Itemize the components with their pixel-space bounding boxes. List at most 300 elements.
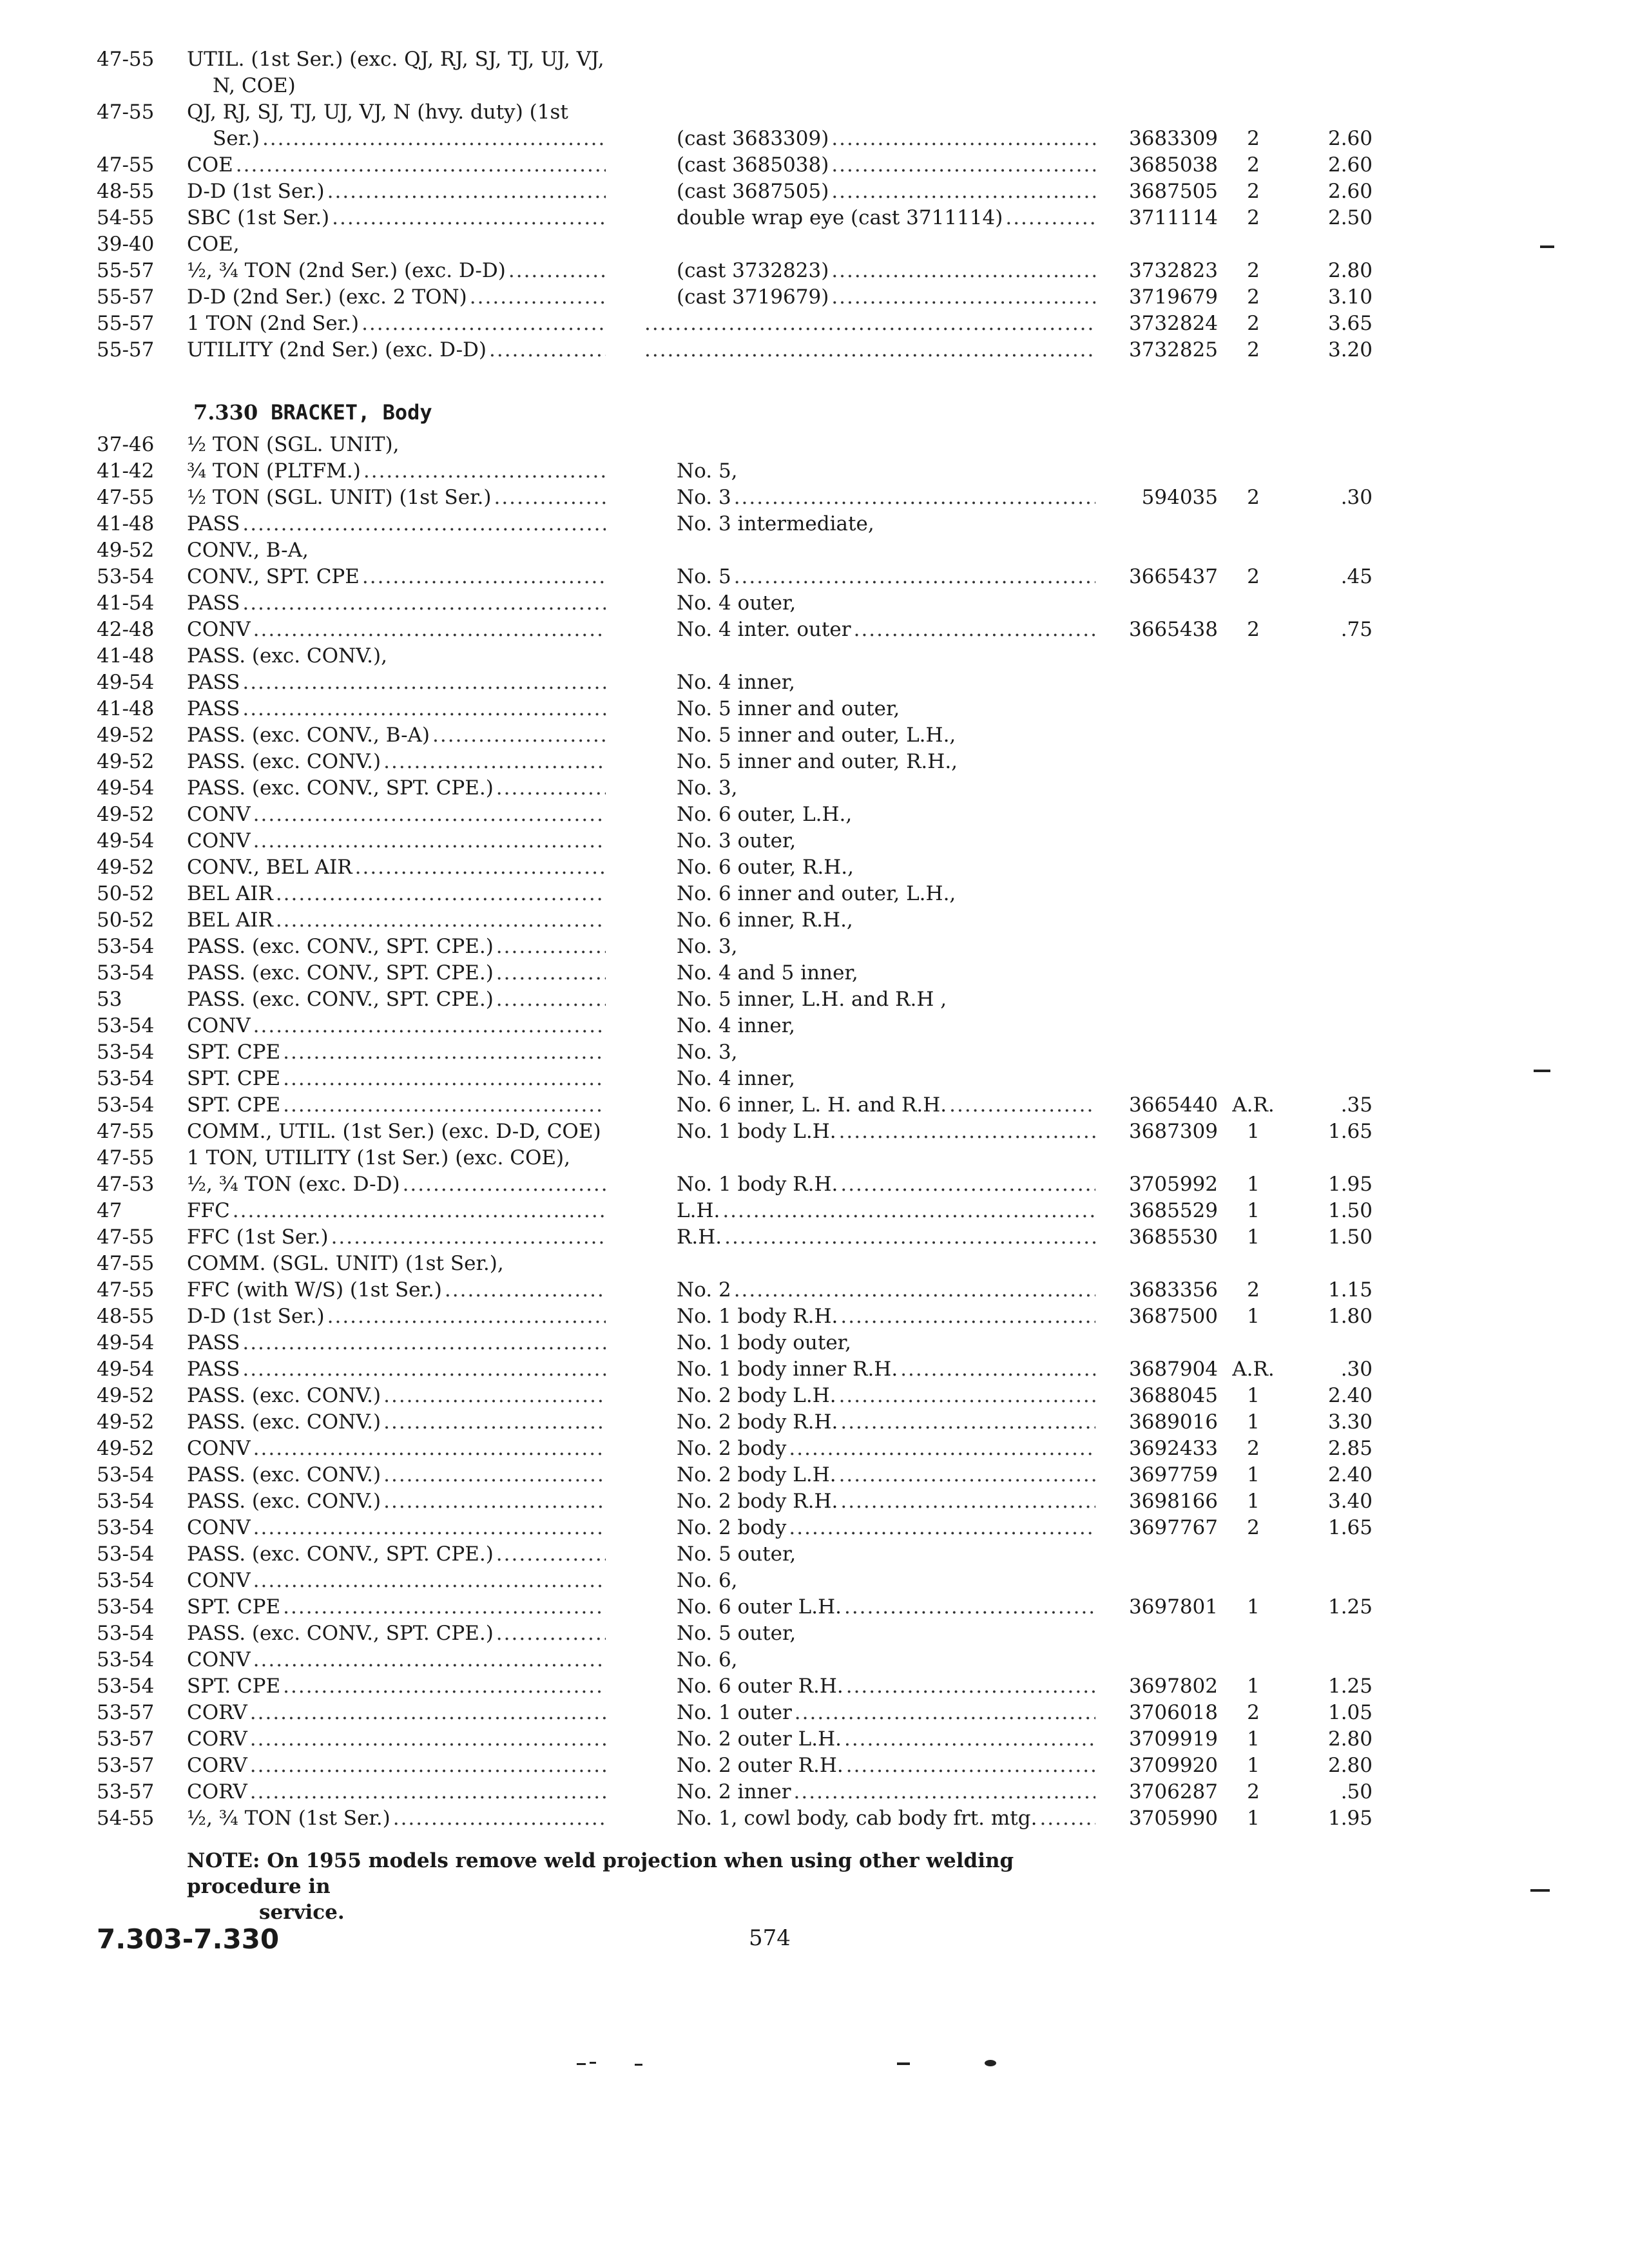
parts-row bbox=[0, 1251, 1629, 1277]
description-cell bbox=[677, 564, 1095, 590]
dot-leader bbox=[283, 1673, 606, 1700]
model-years: 47-55 bbox=[97, 1278, 155, 1302]
dot-leader bbox=[794, 1779, 1095, 1805]
part-number: 3689016 bbox=[1128, 1410, 1218, 1434]
model-years: 50-52 bbox=[97, 882, 155, 905]
parts-row bbox=[0, 643, 1629, 669]
model-years: 53-54 bbox=[97, 1093, 155, 1117]
price: .75 bbox=[1340, 618, 1373, 641]
parts-row bbox=[0, 46, 1629, 73]
model-text: PASS. (exc. CONV., B-A) bbox=[187, 724, 430, 747]
parts-row bbox=[0, 1171, 1629, 1198]
parts-row bbox=[0, 178, 1629, 205]
model-text: UTILITY (2nd Ser.) (exc. D-D) bbox=[187, 338, 487, 361]
description-text: No. 3 outer, bbox=[677, 829, 796, 852]
description-text: No. 2 outer R.H. bbox=[677, 1754, 843, 1777]
model-cell bbox=[187, 881, 606, 907]
model-years: 37-46 bbox=[97, 433, 155, 456]
dot-leader bbox=[276, 907, 606, 934]
price: .30 bbox=[1340, 1358, 1373, 1381]
model-cell bbox=[187, 178, 606, 205]
parts-row bbox=[0, 1145, 1629, 1171]
description-cell bbox=[677, 1330, 1095, 1356]
model-years: 41-48 bbox=[97, 512, 155, 535]
model-text: ½ TON (SGL. UNIT) (1st Ser.) bbox=[187, 486, 492, 509]
dot-leader bbox=[840, 1488, 1095, 1515]
quantity: 2 bbox=[1247, 153, 1260, 177]
price: 3.65 bbox=[1327, 312, 1373, 335]
model-years: 53-54 bbox=[97, 1516, 155, 1539]
parts-row bbox=[0, 775, 1629, 802]
dot-leader bbox=[789, 1515, 1095, 1541]
dot-leader bbox=[327, 1303, 606, 1330]
price: 1.65 bbox=[1327, 1120, 1373, 1143]
scan-speck bbox=[590, 2062, 596, 2064]
dot-leader bbox=[403, 1171, 606, 1198]
dot-leader bbox=[470, 284, 606, 311]
model-cell bbox=[187, 590, 606, 617]
dot-leader bbox=[494, 485, 606, 511]
price: 2.80 bbox=[1327, 1754, 1373, 1777]
quantity: 2 bbox=[1247, 565, 1260, 588]
dot-leader bbox=[253, 1436, 606, 1462]
part-number: 3665437 bbox=[1128, 565, 1218, 588]
model-cell bbox=[187, 1620, 606, 1647]
model-text: D-D (1st Ser.) bbox=[187, 1305, 325, 1328]
model-text: PASS. (exc. CONV., SPT. CPE.) bbox=[187, 1622, 494, 1645]
parts-row bbox=[0, 73, 1629, 99]
model-cell bbox=[187, 1753, 606, 1779]
part-number: 3732823 bbox=[1128, 259, 1218, 282]
part-number: 3683309 bbox=[1128, 127, 1218, 150]
model-years: 49-54 bbox=[97, 671, 155, 694]
part-number: 3665440 bbox=[1128, 1093, 1218, 1117]
dot-leader bbox=[644, 311, 1095, 337]
dot-leader bbox=[383, 1383, 606, 1409]
model-cell bbox=[187, 1409, 606, 1436]
model-years: 53-54 bbox=[97, 1675, 155, 1698]
model-text: CONV bbox=[187, 829, 251, 852]
model-cell bbox=[187, 1039, 606, 1066]
part-number: 3687500 bbox=[1128, 1305, 1218, 1328]
model-text: PASS. (exc. CONV.) bbox=[187, 1490, 381, 1513]
dot-leader bbox=[393, 1805, 606, 1832]
quantity: 1 bbox=[1247, 1727, 1260, 1751]
quantity: 2 bbox=[1247, 1780, 1260, 1803]
model-cell bbox=[187, 1541, 606, 1568]
description-text: No. 3 intermediate, bbox=[677, 512, 874, 535]
dot-leader bbox=[327, 178, 606, 205]
parts-row bbox=[0, 1568, 1629, 1594]
model-text: PASS. (exc. CONV., SPT. CPE.) bbox=[187, 776, 494, 800]
dot-leader bbox=[508, 258, 606, 284]
description-text: No. 2 body L.H. bbox=[677, 1384, 836, 1407]
model-text: PASS bbox=[187, 697, 240, 720]
quantity: 2 bbox=[1247, 1701, 1260, 1724]
quantity: 2 bbox=[1247, 1278, 1260, 1302]
parts-row bbox=[0, 1039, 1629, 1066]
part-number: 3683356 bbox=[1128, 1278, 1218, 1302]
description-cell bbox=[677, 258, 1095, 284]
model-text: SPT. CPE bbox=[187, 1041, 281, 1064]
parts-row bbox=[0, 231, 1629, 258]
quantity: 1 bbox=[1247, 1807, 1260, 1830]
parts-row bbox=[0, 1409, 1629, 1436]
model-text: CORV bbox=[187, 1780, 247, 1803]
description-cell bbox=[677, 1119, 1095, 1145]
dot-leader bbox=[242, 590, 606, 617]
model-cell bbox=[187, 1647, 606, 1673]
model-years: 53-54 bbox=[97, 1463, 155, 1486]
description-cell bbox=[677, 1805, 1095, 1832]
parts-row bbox=[0, 205, 1629, 231]
parts-row bbox=[0, 1277, 1629, 1303]
model-cell bbox=[187, 643, 606, 669]
model-text: CONV., BEL AIR bbox=[187, 856, 352, 879]
model-cell bbox=[187, 1066, 606, 1092]
parts-row bbox=[0, 1224, 1629, 1251]
model-years: 53-54 bbox=[97, 1067, 155, 1090]
dot-leader bbox=[831, 178, 1095, 205]
dot-leader bbox=[900, 1356, 1095, 1383]
section-title: BRACKET, Body bbox=[271, 400, 432, 425]
model-text: SPT. CPE bbox=[187, 1595, 281, 1619]
parts-row bbox=[0, 1700, 1629, 1726]
description-text: (cast 3685038) bbox=[677, 153, 829, 177]
dot-leader bbox=[445, 1277, 606, 1303]
dot-leader bbox=[846, 1673, 1095, 1700]
model-cell bbox=[187, 854, 606, 881]
description-cell bbox=[677, 1383, 1095, 1409]
model-cell bbox=[187, 1436, 606, 1462]
description-text: No. 5 inner and outer, bbox=[677, 697, 900, 720]
model-years: 47-55 bbox=[97, 1146, 155, 1169]
price: 1.25 bbox=[1327, 1675, 1373, 1698]
dot-leader bbox=[795, 1700, 1095, 1726]
price: .30 bbox=[1340, 486, 1373, 509]
model-years: 55-57 bbox=[97, 259, 155, 282]
part-number: 3705990 bbox=[1128, 1807, 1218, 1830]
description-cell bbox=[677, 485, 1095, 511]
dot-leader bbox=[496, 775, 606, 802]
parts-row bbox=[0, 669, 1629, 696]
description-cell bbox=[677, 617, 1095, 643]
model-text: PASS. (exc. CONV., SPT. CPE.) bbox=[187, 988, 494, 1011]
description-text: No. 3, bbox=[677, 1041, 738, 1064]
model-cell bbox=[187, 696, 606, 722]
model-text: SPT. CPE bbox=[187, 1093, 281, 1117]
description-text: No. 1 outer bbox=[677, 1701, 792, 1724]
price: 1.25 bbox=[1327, 1595, 1373, 1619]
dot-leader bbox=[283, 1066, 606, 1092]
description-cell bbox=[677, 696, 1095, 722]
dot-leader bbox=[362, 564, 606, 590]
model-cell bbox=[187, 205, 606, 231]
description-text: No. 4 inter. outer bbox=[677, 618, 851, 641]
model-cell bbox=[187, 1277, 606, 1303]
description-cell bbox=[677, 1568, 1095, 1594]
description-cell bbox=[677, 1700, 1095, 1726]
description-cell bbox=[677, 152, 1095, 178]
model-cell bbox=[187, 258, 606, 284]
model-cell bbox=[187, 907, 606, 934]
dot-leader bbox=[831, 126, 1095, 152]
dot-leader bbox=[496, 934, 606, 960]
model-cell bbox=[213, 126, 606, 152]
model-text: ½ TON (SGL. UNIT), bbox=[187, 433, 400, 456]
model-text: CONV bbox=[187, 1437, 251, 1460]
description-text: No. 5 bbox=[677, 565, 731, 588]
description-cell bbox=[677, 1594, 1095, 1620]
price: 3.20 bbox=[1327, 338, 1373, 361]
model-cell bbox=[187, 564, 606, 590]
margin-mark bbox=[1540, 245, 1554, 248]
model-cell bbox=[187, 960, 606, 986]
dot-leader bbox=[253, 1013, 606, 1039]
price: 1.50 bbox=[1327, 1225, 1373, 1249]
dot-leader bbox=[242, 1330, 606, 1356]
description-cell bbox=[677, 1039, 1095, 1066]
model-cell bbox=[187, 1488, 606, 1515]
model-text: QJ, RJ, SJ, TJ, UJ, VJ, N (hvy. duty) (1st bbox=[187, 101, 568, 124]
model-text: 1 TON (2nd Ser.) bbox=[187, 312, 360, 335]
model-text: PASS. (exc. CONV.) bbox=[187, 1410, 381, 1434]
model-text: UTIL. (1st Ser.) (exc. QJ, RJ, SJ, TJ, UJ, VJ, bbox=[187, 48, 604, 71]
part-number: 3711114 bbox=[1128, 206, 1218, 229]
description-cell bbox=[677, 1541, 1095, 1568]
description-text: No. 1 body outer, bbox=[677, 1331, 851, 1354]
model-text: CORV bbox=[187, 1701, 247, 1724]
model-text: ½, ¾ TON (exc. D-D) bbox=[187, 1173, 400, 1196]
model-cell bbox=[187, 722, 606, 749]
model-cell bbox=[187, 617, 606, 643]
model-cell bbox=[187, 1594, 606, 1620]
parts-row bbox=[0, 749, 1629, 775]
page-number: 574 bbox=[749, 1925, 791, 1951]
dot-leader bbox=[253, 1647, 606, 1673]
dot-leader bbox=[840, 1303, 1095, 1330]
model-years: 47 bbox=[97, 1199, 122, 1222]
price: 1.95 bbox=[1327, 1807, 1373, 1830]
model-years: 54-55 bbox=[97, 1807, 155, 1830]
parts-row bbox=[0, 934, 1629, 960]
parts-row bbox=[0, 284, 1629, 311]
model-text: FFC bbox=[187, 1199, 230, 1222]
dot-leader bbox=[831, 258, 1095, 284]
model-years: 47-53 bbox=[97, 1173, 155, 1196]
parts-row bbox=[0, 432, 1629, 458]
model-years: 53-54 bbox=[97, 1041, 155, 1064]
model-years: 49-52 bbox=[97, 1410, 155, 1434]
model-years: 53-54 bbox=[97, 1595, 155, 1619]
parts-row bbox=[0, 537, 1629, 564]
quantity: 1 bbox=[1247, 1225, 1260, 1249]
part-number: 3709920 bbox=[1128, 1754, 1218, 1777]
model-cell bbox=[187, 934, 606, 960]
parts-row bbox=[0, 986, 1629, 1013]
quantity: 2 bbox=[1247, 180, 1260, 203]
description-text: No. 3, bbox=[677, 935, 738, 958]
model-years: 49-52 bbox=[97, 750, 155, 773]
price: 1.95 bbox=[1327, 1173, 1373, 1196]
model-text: PASS bbox=[187, 591, 240, 615]
model-years: 47-55 bbox=[97, 1120, 155, 1143]
dot-leader bbox=[734, 1277, 1095, 1303]
model-cell bbox=[187, 231, 606, 258]
description-cell bbox=[677, 1409, 1095, 1436]
description-text: No. 5 inner and outer, L.H., bbox=[677, 724, 956, 747]
model-text: PASS bbox=[187, 1358, 240, 1381]
parts-row bbox=[0, 1620, 1629, 1647]
parts-row bbox=[0, 828, 1629, 854]
dot-leader bbox=[253, 1515, 606, 1541]
dot-leader bbox=[844, 1726, 1095, 1753]
description-cell bbox=[677, 205, 1095, 231]
parts-row bbox=[0, 1436, 1629, 1462]
parts-row bbox=[0, 1541, 1629, 1568]
description-cell bbox=[677, 1488, 1095, 1515]
description-cell bbox=[677, 1647, 1095, 1673]
model-years: 53-54 bbox=[97, 1622, 155, 1645]
description-cell bbox=[677, 1224, 1095, 1251]
dot-leader bbox=[949, 1092, 1095, 1119]
model-years: 53-54 bbox=[97, 1648, 155, 1671]
quantity: 1 bbox=[1247, 1595, 1260, 1619]
model-text: D-D (1st Ser.) bbox=[187, 180, 325, 203]
price: .35 bbox=[1340, 1093, 1373, 1117]
model-years: 48-55 bbox=[97, 180, 155, 203]
price: 1.50 bbox=[1327, 1199, 1373, 1222]
description-text: (cast 3683309) bbox=[677, 127, 829, 150]
description-text: No. 1 body R.H. bbox=[677, 1173, 838, 1196]
dot-leader bbox=[283, 1594, 606, 1620]
parts-row bbox=[0, 1119, 1629, 1145]
model-years: 53-54 bbox=[97, 1542, 155, 1566]
model-cell bbox=[187, 458, 606, 485]
description-text: No. 6 inner and outer, L.H., bbox=[677, 882, 956, 905]
dot-leader bbox=[722, 1198, 1095, 1224]
parts-row bbox=[0, 1515, 1629, 1541]
model-years: 55-57 bbox=[97, 285, 155, 309]
dot-leader bbox=[831, 284, 1095, 311]
parts-row bbox=[0, 564, 1629, 590]
price: 2.85 bbox=[1327, 1437, 1373, 1460]
description-cell bbox=[677, 722, 1095, 749]
model-cell bbox=[187, 311, 606, 337]
quantity: 1 bbox=[1247, 1410, 1260, 1434]
parts-row bbox=[0, 311, 1629, 337]
model-years: 47-55 bbox=[97, 153, 155, 177]
parts-row bbox=[0, 1013, 1629, 1039]
quantity: 2 bbox=[1247, 259, 1260, 282]
dot-leader bbox=[253, 1568, 606, 1594]
parts-row bbox=[0, 1092, 1629, 1119]
description-text: No. 2 body R.H. bbox=[677, 1490, 838, 1513]
dot-leader bbox=[839, 1383, 1095, 1409]
model-text: CONV bbox=[187, 1648, 251, 1671]
description-text: No. 4 inner, bbox=[677, 671, 795, 694]
parts-row bbox=[0, 511, 1629, 537]
description-cell bbox=[677, 854, 1095, 881]
dot-leader bbox=[496, 986, 606, 1013]
scan-speck bbox=[985, 2060, 996, 2066]
model-cell bbox=[187, 1330, 606, 1356]
part-number: 3692433 bbox=[1128, 1437, 1218, 1460]
quantity: 1 bbox=[1247, 1199, 1260, 1222]
dot-leader bbox=[355, 854, 606, 881]
model-years: 53-57 bbox=[97, 1701, 155, 1724]
model-years: 49-52 bbox=[97, 803, 155, 826]
dot-leader bbox=[432, 722, 606, 749]
model-years: 53-57 bbox=[97, 1754, 155, 1777]
description-cell bbox=[677, 511, 1095, 537]
model-text: PASS. (exc. CONV., SPT. CPE.) bbox=[187, 1542, 494, 1566]
model-years: 41-42 bbox=[97, 459, 155, 483]
model-years: 53-54 bbox=[97, 1490, 155, 1513]
model-text: CONV bbox=[187, 1014, 251, 1037]
model-years: 42-48 bbox=[97, 618, 155, 641]
parts-row bbox=[0, 696, 1629, 722]
model-text: BEL AIR bbox=[187, 882, 273, 905]
dot-leader bbox=[1039, 1805, 1095, 1832]
price: .50 bbox=[1340, 1780, 1373, 1803]
description-text: No. 3, bbox=[677, 776, 738, 800]
model-cell bbox=[187, 1515, 606, 1541]
quantity: 1 bbox=[1247, 1463, 1260, 1486]
description-text: No. 1, cowl body, cab body frt. mtg. bbox=[677, 1807, 1037, 1830]
model-years: 53-54 bbox=[97, 1014, 155, 1037]
description-text: No. 3 bbox=[677, 486, 731, 509]
model-text: COE bbox=[187, 153, 233, 177]
parts-row bbox=[0, 99, 1629, 126]
dot-leader bbox=[840, 1409, 1095, 1436]
model-text: Ser.) bbox=[213, 127, 260, 150]
model-cell bbox=[187, 152, 606, 178]
description-text: No. 2 body bbox=[677, 1437, 787, 1460]
price: 3.10 bbox=[1327, 285, 1373, 309]
model-text: SPT. CPE bbox=[187, 1067, 281, 1090]
parts-row bbox=[0, 1356, 1629, 1383]
description-cell bbox=[677, 1092, 1095, 1119]
price: 2.40 bbox=[1327, 1384, 1373, 1407]
dot-leader bbox=[496, 1541, 606, 1568]
price: 2.50 bbox=[1327, 206, 1373, 229]
model-cell bbox=[187, 1198, 606, 1224]
description-cell bbox=[677, 934, 1095, 960]
model-text: CONV bbox=[187, 1516, 251, 1539]
parts-row bbox=[0, 1594, 1629, 1620]
quantity: A.R. bbox=[1232, 1358, 1275, 1381]
model-cell bbox=[187, 337, 606, 363]
description-text: No. 1 body inner R.H. bbox=[677, 1358, 898, 1381]
model-cell bbox=[187, 1700, 606, 1726]
parts-row bbox=[0, 1726, 1629, 1753]
parts-row bbox=[0, 258, 1629, 284]
dot-leader bbox=[831, 152, 1095, 178]
parts-row bbox=[0, 1779, 1629, 1805]
parts-row bbox=[0, 1383, 1629, 1409]
part-number: 3697759 bbox=[1128, 1463, 1218, 1486]
model-text: CORV bbox=[187, 1727, 247, 1751]
description-text: double wrap eye (cast 3711114) bbox=[677, 206, 1003, 229]
description-cell bbox=[677, 1066, 1095, 1092]
dot-leader bbox=[253, 802, 606, 828]
part-number: 3688045 bbox=[1128, 1384, 1218, 1407]
quantity: 1 bbox=[1247, 1675, 1260, 1698]
model-years: 49-52 bbox=[97, 724, 155, 747]
description-text: (cast 3719679) bbox=[677, 285, 829, 309]
scan-speck bbox=[635, 2064, 642, 2066]
